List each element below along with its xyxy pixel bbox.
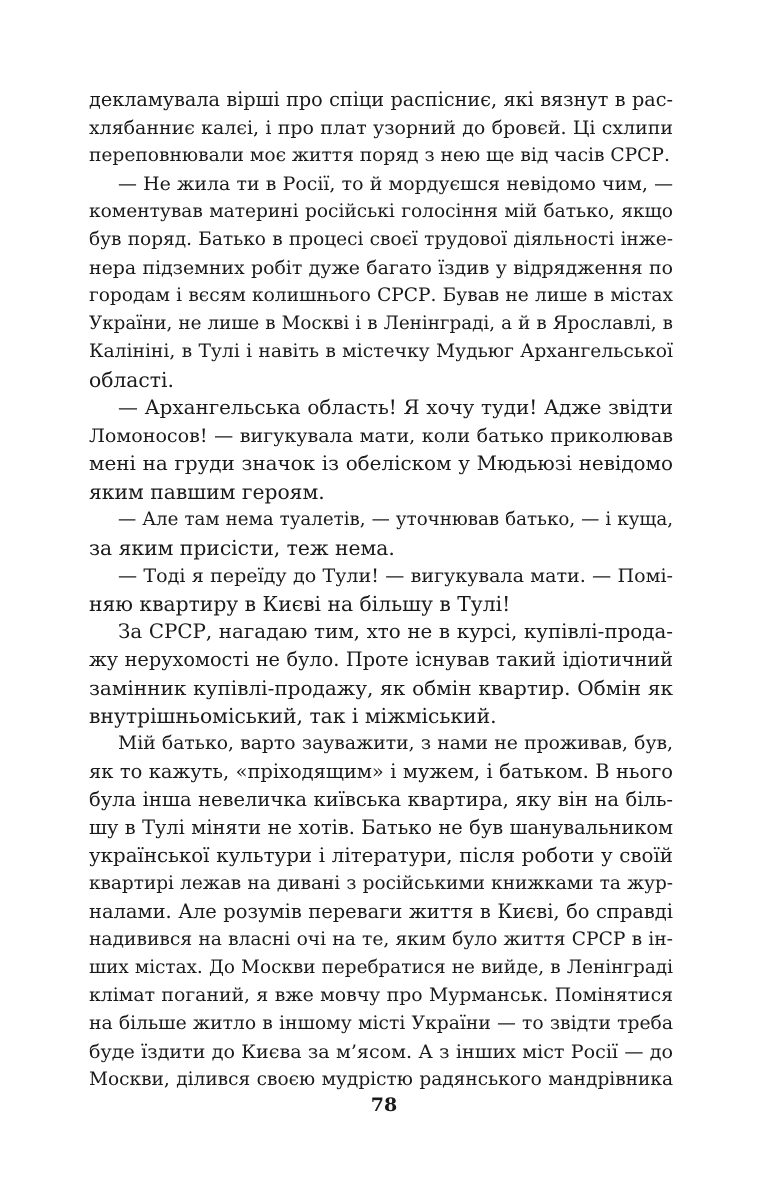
text-line: української культури і літератури, після роботи у своїй	[89, 844, 673, 867]
text-line: Москви, ділився своєю мудрістю радянського мандрівника	[89, 1069, 673, 1090]
page-number: 78	[370, 1094, 398, 1116]
text-line: мені на груди значок із обеліском у Мюдьюзі невідомо	[89, 452, 673, 475]
text-line: жу нерухомості не було. Проте існував такий ідіотичний	[89, 648, 673, 671]
text-line: на більше житло в іншому місті України — то звідти треба	[89, 1013, 673, 1034]
text-line: няю квартиру в Києві на більшу в Тулі!	[89, 592, 511, 616]
text-line: — Не жила ти в Росії, то й мордуєшся невідомо чим, —	[118, 173, 673, 195]
text-line: — Архангельська область! Я хочу туди! Адже звідти	[118, 396, 673, 419]
text-line: коментував материні російські голосіння мій батько, якщо	[89, 201, 673, 222]
text-line: шу в Тулі міняти не хотів. Батько не був шанувальником	[89, 816, 673, 839]
text-line: яким павшим героям.	[89, 480, 325, 504]
text-line: Ломоносов! — вигукувала мати, коли батько приколював	[89, 424, 673, 447]
text-line: замінник купівлі-продажу, як обмін квартир. Обмін як	[89, 676, 673, 700]
text-line: городам і вєсям колишнього СРСР. Бував не лише в містах	[89, 285, 673, 306]
text-line: Мій батько, варто зауважити, з нами не проживав, був,	[118, 733, 673, 754]
text-line: України, не лише в Москві і в Ленінграді, а й в Ярославлі, в	[89, 313, 673, 334]
text-line: хлябанниє калєі, і про плат узорний до бровєй. Ці схлипи	[89, 117, 673, 139]
text-line: надивився на власні очі на те, яким було життя СРСР в ін-	[89, 929, 673, 950]
text-line: налами. Але розумів переваги життя в Києві, бо справді	[89, 900, 673, 923]
text-line: квартирі лежав на дивані з російськими книжками та жур-	[89, 873, 673, 894]
text-line: переповнювали моє життя поряд з нею ще від часів СРСР.	[89, 145, 670, 166]
text-line: За СРСР, нагадаю тим, хто не в курсі, купівлі-прода-	[118, 620, 673, 643]
text-line: нера підземних робіт дуже багато їздив у відрядження по	[89, 257, 673, 279]
text-line: — Але там нема туалетів, — уточнював батько, — і куща,	[118, 509, 673, 530]
text-line: декламувала вірші про спіци распісниє, які вязнут в рас-	[89, 88, 673, 111]
text-line: був поряд. Батько в процесі своєї трудової діяльності інже-	[89, 229, 673, 250]
text-line: області.	[89, 368, 174, 392]
text-line: ших містах. До Москви перебратися не вийде, в Ленінграді	[89, 957, 673, 978]
text-line: клімат поганий, я вже мовчу про Мурманськ. Помінятися	[89, 985, 673, 1006]
text-line: як то кажуть, «пріходящим» і мужем, і батьком. В нього	[89, 760, 673, 783]
text-line: — Тоді я переїду до Тули! — вигукувала мати. — Помі-	[118, 565, 673, 587]
text-line: була інша невеличка київська квартира, яку він на біль-	[89, 788, 673, 811]
text-line: внутрішньоміський, так і міжміський.	[89, 704, 497, 728]
text-line: за яким присісти, теж нема.	[89, 536, 395, 560]
text-line: Калініні, в Тулі і навіть в містечку Мудьюг Архангельської	[89, 341, 673, 362]
text-line: буде їздити до Києва за м’ясом. А з інших міст Росії — до	[89, 1040, 673, 1063]
